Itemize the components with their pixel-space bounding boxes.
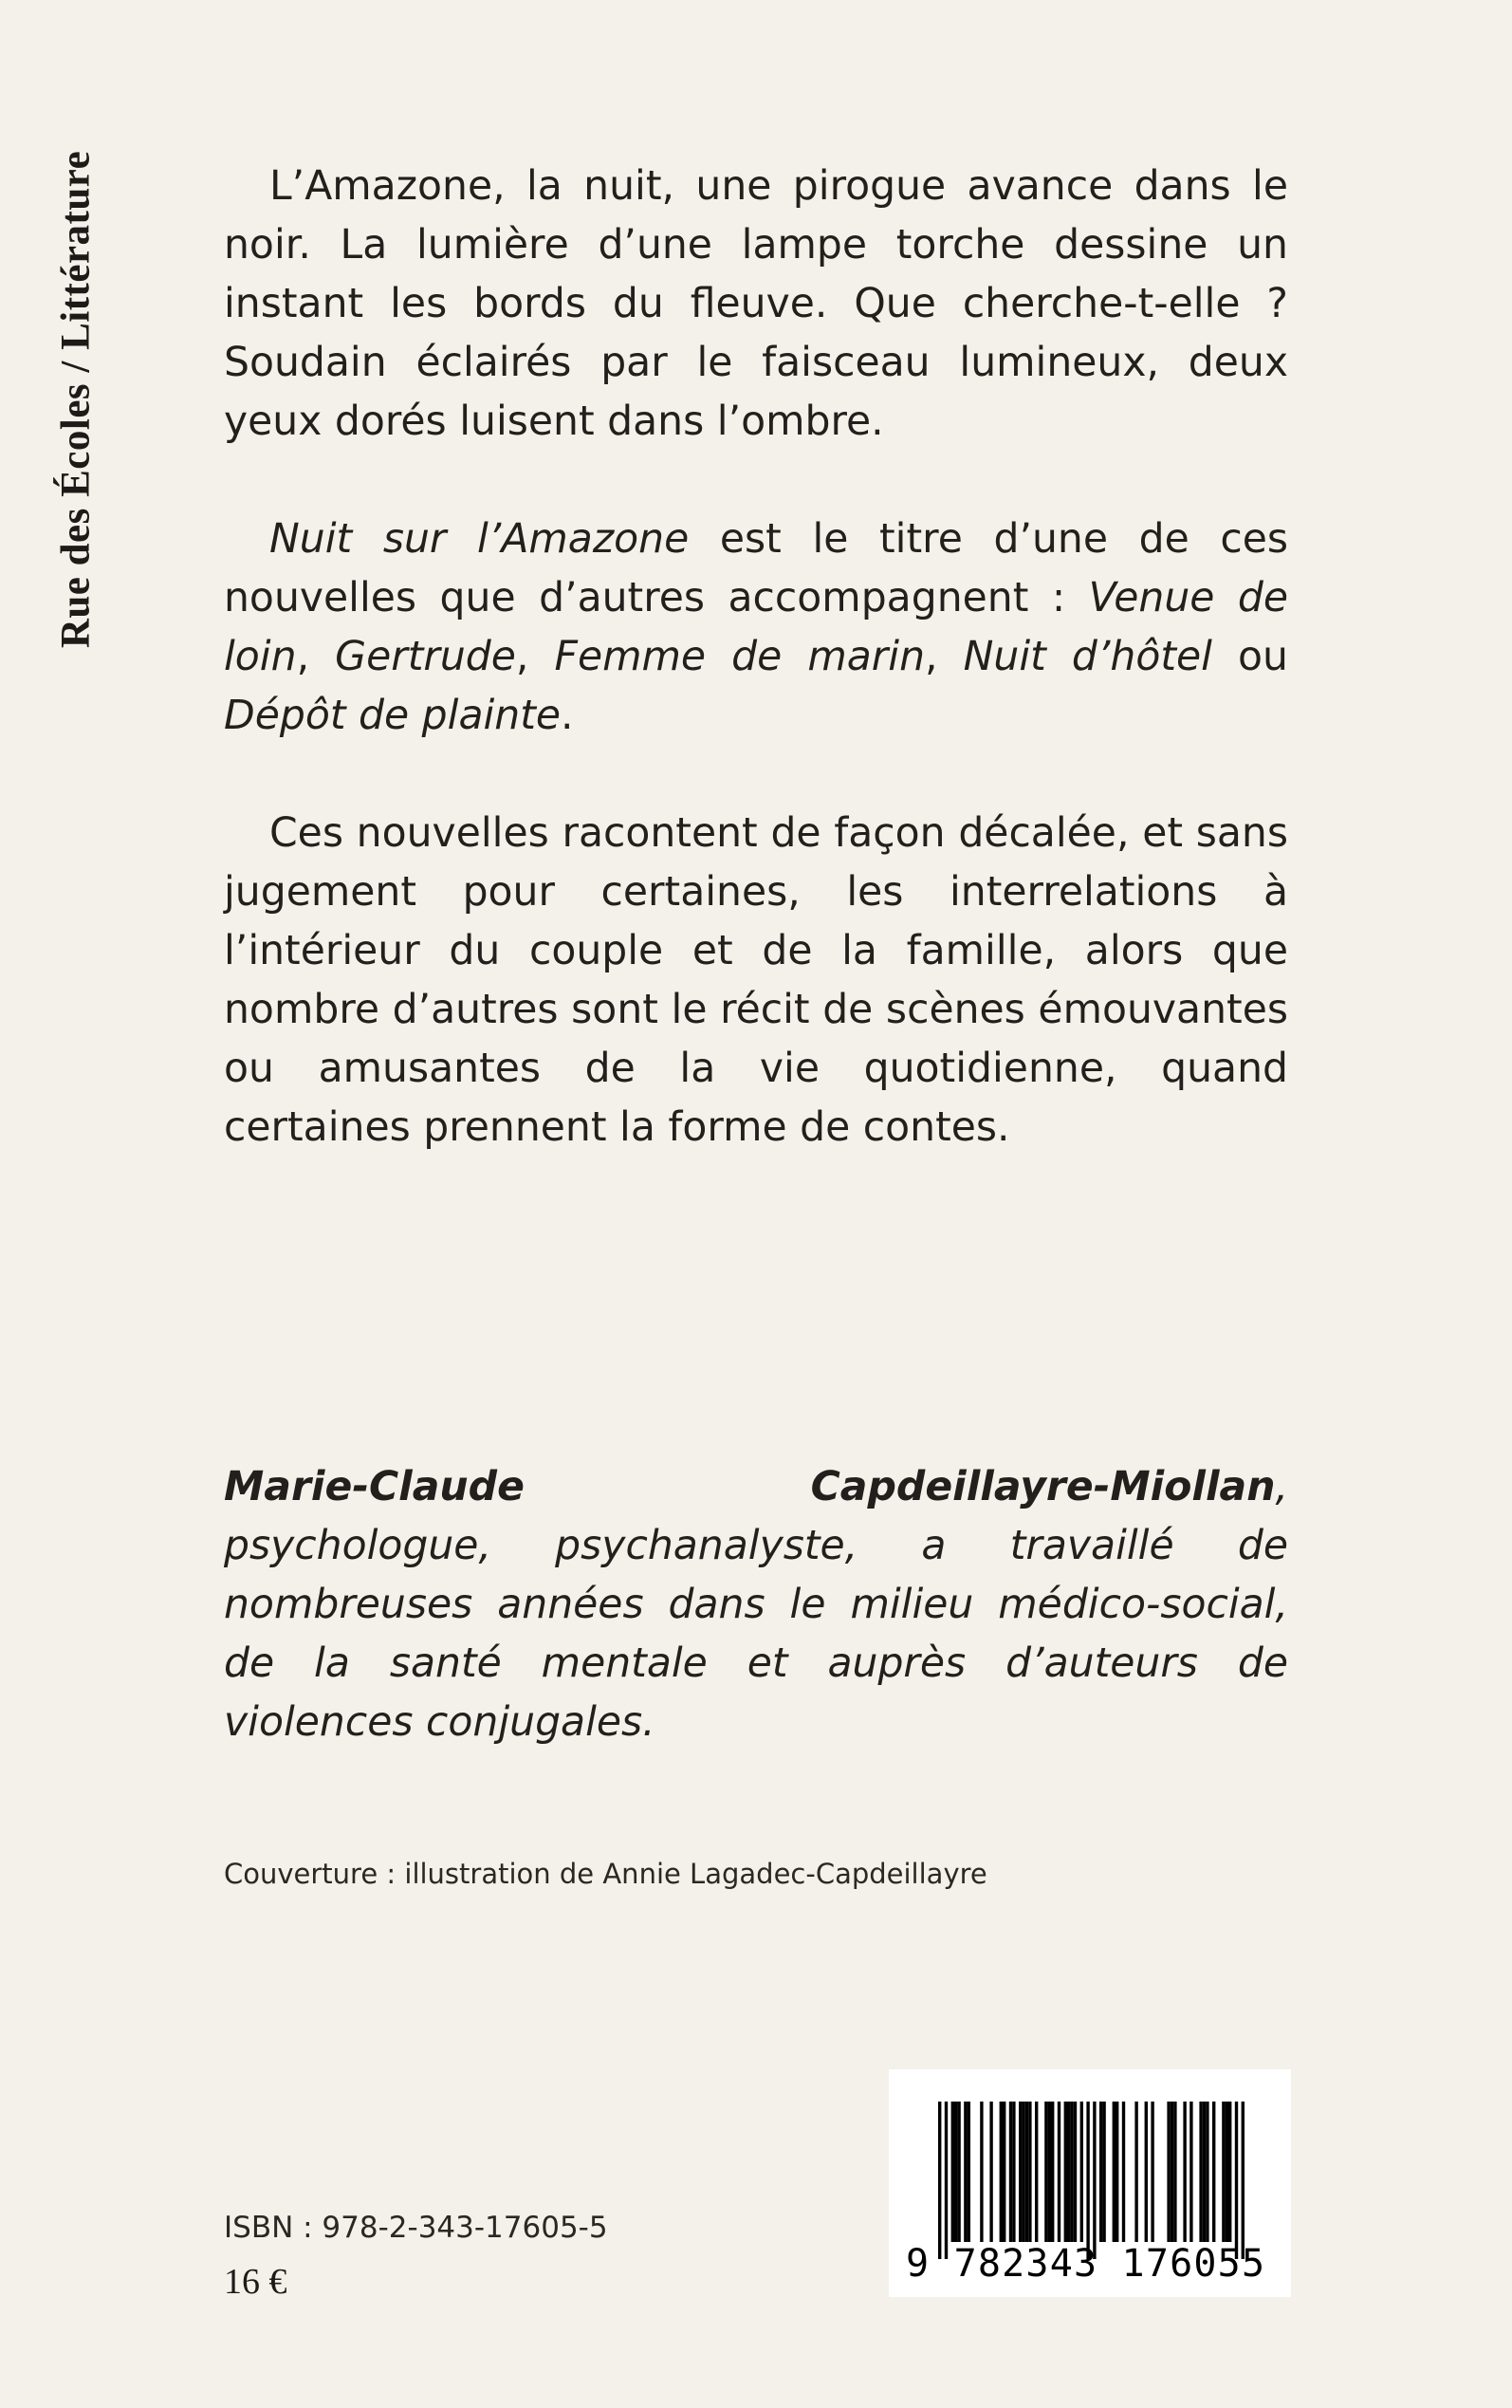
barcode-bar	[1183, 2102, 1186, 2242]
barcode-bar	[1226, 2102, 1228, 2242]
barcode-bar	[1171, 2102, 1173, 2242]
story-title: Femme de marin	[554, 634, 926, 680]
barcode-bar	[1189, 2102, 1192, 2242]
barcode-bar	[1080, 2102, 1083, 2242]
barcode-bar	[968, 2102, 970, 2242]
barcode-bar	[1212, 2102, 1215, 2242]
barcode-bar	[1067, 2102, 1070, 2242]
barcode-bar	[1048, 2102, 1051, 2242]
barcode-bar	[1203, 2102, 1206, 2242]
barcode-bar	[1235, 2102, 1238, 2259]
barcode-bar	[1035, 2102, 1038, 2242]
author-name: Marie-Claude Capdeillayre-Miollan	[224, 1464, 1276, 1510]
blurb-paragraph-2	[224, 510, 1288, 746]
barcode-bar	[1028, 2102, 1031, 2242]
barcode-bar	[1019, 2102, 1022, 2242]
barcode-bar	[945, 2102, 948, 2259]
barcode-bar	[1113, 2102, 1116, 2242]
barcode-bar	[1151, 2102, 1153, 2242]
barcode-bar	[964, 2102, 967, 2242]
barcode-bar	[1145, 2102, 1148, 2242]
spine-label-area	[47, 109, 104, 690]
barcode-bar	[1116, 2102, 1118, 2242]
separator: ,	[515, 634, 555, 680]
story-title: Nuit d’hôtel	[963, 634, 1212, 680]
separator: ,	[296, 634, 336, 680]
story-title: Venue de loin	[224, 575, 1289, 680]
barcode-bar	[1167, 2102, 1170, 2242]
barcode-bar	[1086, 2102, 1089, 2259]
barcode-bar	[1242, 2102, 1245, 2259]
barcode-bar	[1206, 2102, 1208, 2242]
barcode-digits: 9 782343 176055	[906, 2242, 1266, 2286]
blurb-text: est le titre d’une de ces nouvelles que d’autres accompagnent :	[224, 516, 1289, 621]
barcode-bar	[1199, 2102, 1202, 2242]
barcode-bar	[1228, 2102, 1231, 2242]
barcode-bar	[1058, 2102, 1060, 2242]
barcode-bar	[1000, 2102, 1003, 2242]
author-bio	[224, 1458, 1288, 1752]
isbn: ISBN : 978-2-343-17605-5	[224, 2211, 608, 2245]
barcode-bar	[1044, 2102, 1047, 2242]
barcode-bar	[1122, 2102, 1125, 2242]
barcode-bar	[1099, 2102, 1102, 2242]
barcode-bar	[1093, 2102, 1096, 2259]
barcode-bar	[1051, 2102, 1054, 2242]
story-title: Gertrude	[335, 634, 516, 680]
barcode-bar	[980, 2102, 983, 2242]
barcode-bar	[1022, 2102, 1024, 2242]
barcode-bar	[1064, 2102, 1067, 2242]
blurb-paragraph-3: Ces nouvelles racontent de façon décalée, et sans jugement pour certaines, les interrelations à l’intérieur du couple et de la famille, alors que nombre d’autres sont le récit de scènes émouvantes ou amusantes de la vie quotidienne, quand certaines prennent la forme de contes.	[224, 810, 1288, 1151]
blurb-paragraph-1: L’Amazone, la nuit, une pirogue avance dans le noir. La lumière d’une lampe torche dessine un instant les bords du fleuve. Que cherche-t-elle ? Soudain éclairés par le faisceau lumineux, deux yeux dorés luisent dans l’ombre.	[224, 163, 1288, 445]
barcode-bar	[1074, 2102, 1077, 2242]
barcode-bar	[951, 2102, 954, 2242]
story-title: Nuit sur l’Amazone	[269, 516, 690, 563]
barcode-bar	[1003, 2102, 1005, 2242]
author-bio-text: , psychologue, psychanalyste, a travaillé de nombreuses années dans le milieu médico-social, de la santé mentale et auprès d’auteurs de violences conjugales.	[224, 1464, 1288, 1746]
period: .	[561, 693, 574, 739]
barcode-bar	[989, 2102, 992, 2242]
barcode-bar	[954, 2102, 957, 2242]
barcode-bar	[1134, 2102, 1137, 2242]
barcode-bar	[1012, 2102, 1015, 2242]
barcode-bar	[957, 2102, 960, 2242]
barcode	[889, 2069, 1291, 2297]
barcode-bar	[1173, 2102, 1176, 2242]
separator: ,	[925, 634, 964, 680]
barcode-bar	[1025, 2102, 1028, 2242]
barcode-bar	[1102, 2102, 1105, 2242]
barcode-bar	[1222, 2102, 1225, 2242]
story-title: Dépôt de plainte	[224, 693, 562, 739]
barcode-bar	[1070, 2102, 1073, 2242]
blurb	[224, 157, 1288, 1216]
price: 16 €	[224, 2262, 287, 2302]
cover-credit: Couverture : illustration de Annie Lagadec-Capdeillayre	[224, 1858, 987, 1890]
separator: ou	[1211, 634, 1288, 680]
barcode-bar	[1009, 2102, 1012, 2242]
barcode-bar	[938, 2102, 941, 2259]
collection-label: Rue des Écoles / Littérature	[53, 150, 99, 649]
